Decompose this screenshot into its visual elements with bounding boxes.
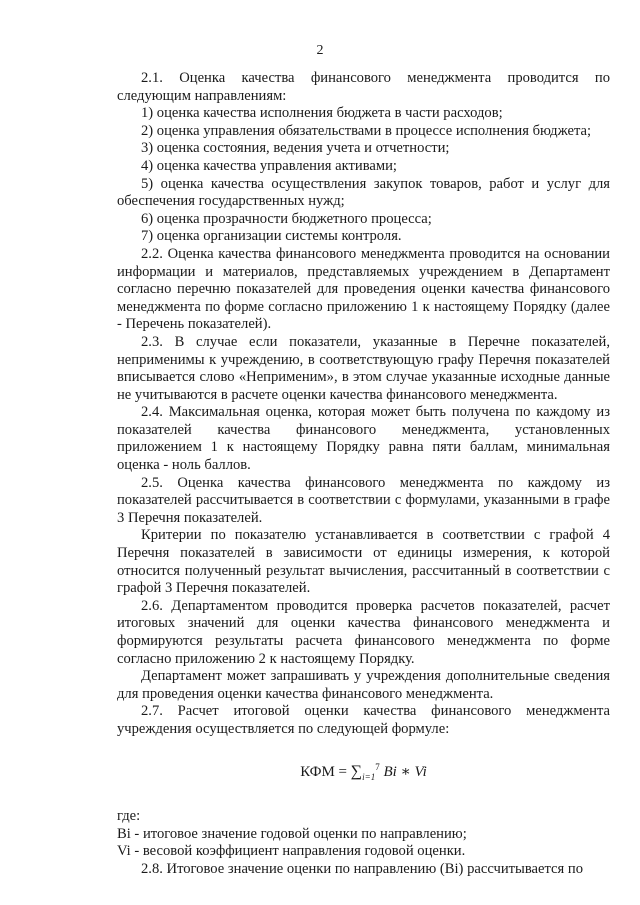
sum-lower-bound: i=1	[362, 771, 376, 782]
list-item: 3) оценка состояния, ведения учета и отчетности;	[141, 140, 450, 157]
formula-lhs: КФМ	[300, 763, 335, 780]
paragraph-2-4: 2.4. Максимальная оценка, которая может быть получена по каждому из показателей качества финансового менеджмента, установленных приложением 1 к настоящему Порядку равна пяти баллам, минимальная оценка - ноль баллов.	[117, 404, 610, 474]
document-body	[117, 70, 610, 879]
definition-vi: Vi - весовой коэффициент направления годовой оценки.	[117, 843, 466, 860]
where-label: где:	[117, 808, 141, 825]
paragraph-2-8: 2.8. Итоговое значение оценки по направлению (Bi) рассчитывается по	[141, 860, 583, 877]
paragraph-2-6: 2.6. Департаментом проводится проверка расчетов показателей, расчет итоговых значений для оценки качества финансового менеджмента и формируются результаты расчета финансового менеджмента по форме согласно приложению 2 к настоящему Порядку.	[117, 597, 610, 667]
list-item: 1) оценка качества исполнения бюджета в части расходов;	[141, 105, 503, 122]
list-item: 7) оценка организации системы контроля.	[141, 228, 402, 245]
page-number: 2	[316, 43, 324, 58]
list-item: 2) оценка управления обязательствами в процессе исполнения бюджета;	[141, 122, 592, 139]
list-item: 6) оценка прозрачности бюджетного процесса;	[141, 210, 432, 227]
paragraph-2-7: 2.7. Расчет итоговой оценки качества финансового менеджмента учреждения осуществляется по следующей формуле:	[117, 703, 610, 737]
paragraph-2-3: 2.3. В случае если показатели, указанные в Перечне показателей, неприменимы к учреждению, в соответствующую графу Перечня показателей вписывается слово «Неприменим», в этом случае указанные исходные данные не учитываются в расчете оценки качества финансового менеджмента.	[117, 333, 610, 403]
list-item: 4) оценка качества управления активами;	[141, 157, 397, 174]
sum-symbol: ∑	[350, 762, 363, 780]
definition-bi: Bi - итоговое значение годовой оценки по направлению;	[117, 825, 467, 842]
paragraph-department-request: Департамент может запрашивать у учреждения дополнительные сведения для проведения оценки качества финансового менеджмента.	[117, 668, 610, 702]
paragraph-2-2: 2.2. Оценка качества финансового менеджмента проводится на основании информации и материалов, представляемых учреждением в Департамент согласно перечню показателей для проведения оценки качества финансового менеджмента по форме согласно приложению 1 к настоящему Порядку (далее - Перечень показателей).	[117, 245, 610, 333]
formula-kfm	[117, 759, 610, 787]
formula-equals: =	[334, 763, 351, 780]
formula-term: Bi ∗ Vi	[379, 763, 427, 780]
list-item: 5) оценка качества осуществления закупок товаров, работ и услуг для обеспечения государственных нужд;	[117, 175, 610, 210]
paragraph-criteria: Критерии по показателю устанавливается в соответствии с графой 4 Перечня показателей в зависимости от единицы измерения, к которой относится полученный результат вычисления, рассчитанный в соответствии с графой 3 Перечня показателей.	[117, 527, 610, 597]
sum-upper-bound: 7	[375, 761, 380, 772]
paragraph-2-1: 2.1. Оценка качества финансового менеджмента проводится по следующим направлениям:	[117, 70, 610, 104]
paragraph-2-5: 2.5. Оценка качества финансового менеджмента по каждому из показателей рассчитывается в соответствии с формулами, указанными в графе 3 Перечня показателей.	[117, 474, 610, 526]
